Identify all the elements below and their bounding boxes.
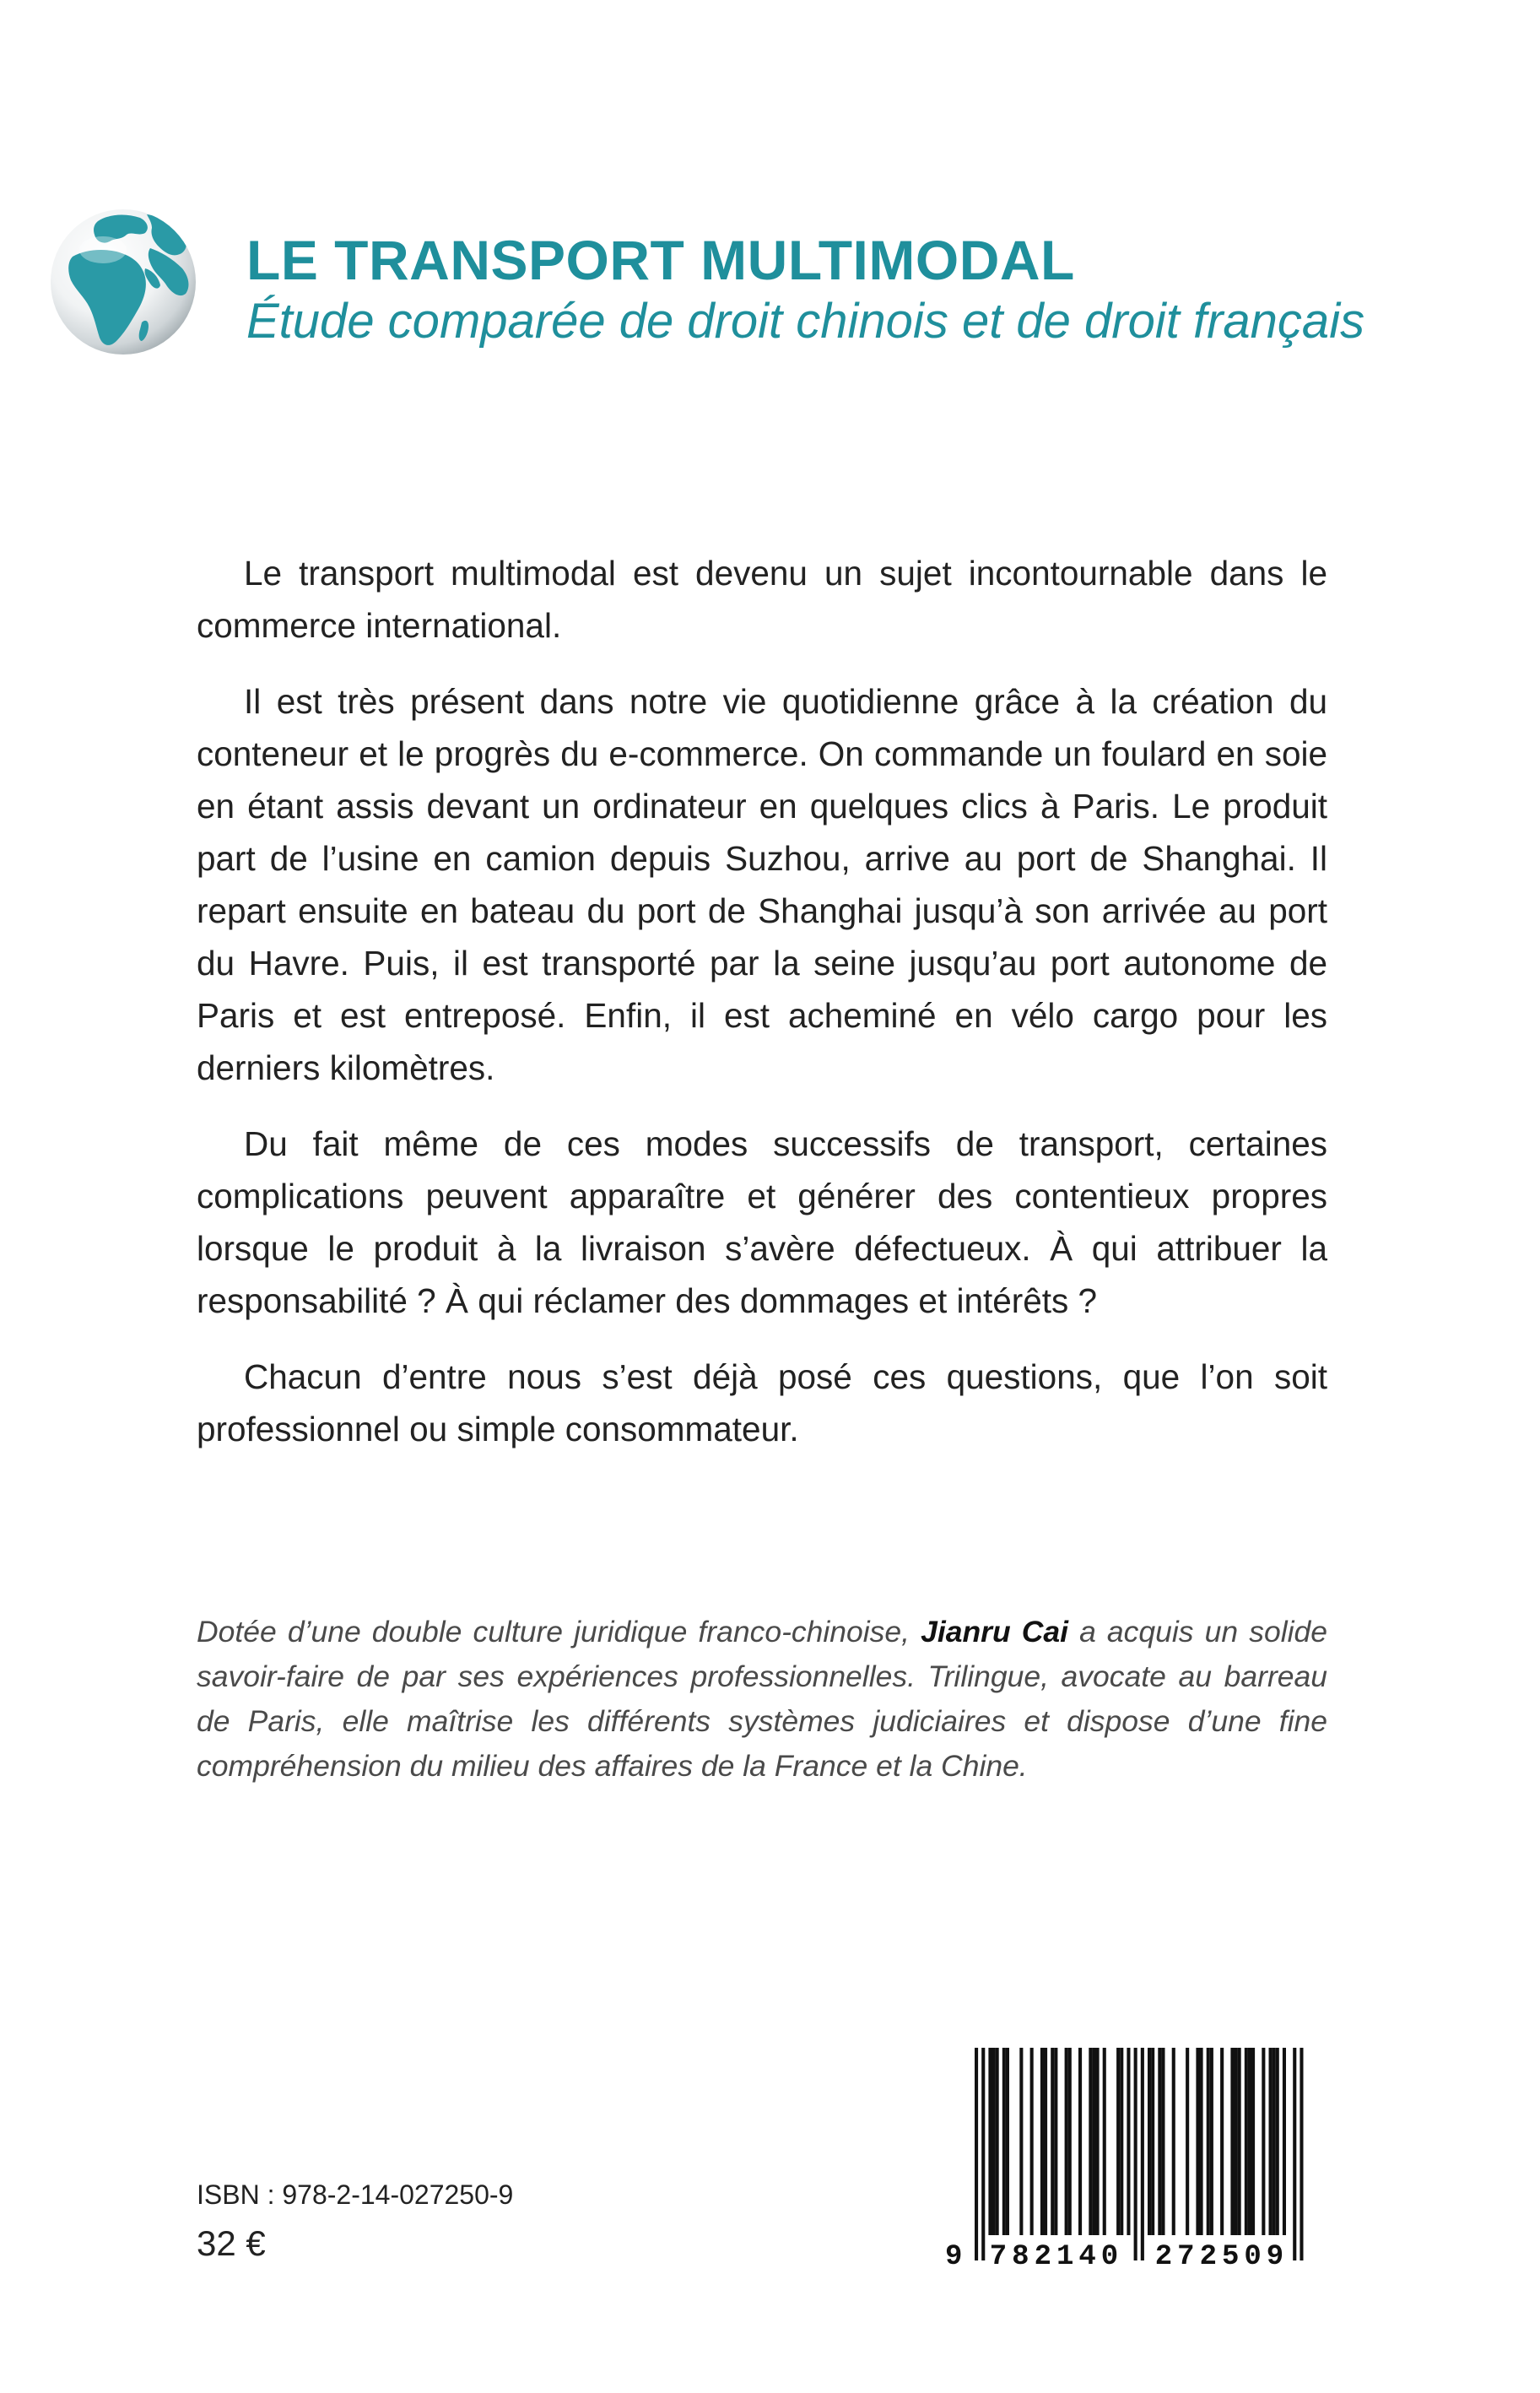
barcode-bar bbox=[1065, 2048, 1068, 2235]
barcode-left-digits: 782140 bbox=[989, 2241, 1124, 2271]
barcode-bar bbox=[992, 2048, 996, 2235]
barcode-bar bbox=[1078, 2048, 1082, 2235]
barcode-bar bbox=[1161, 2048, 1164, 2235]
header bbox=[246, 228, 1470, 351]
barcode-bar bbox=[1262, 2048, 1265, 2235]
barcode-bar bbox=[1207, 2048, 1210, 2235]
barcode-bar bbox=[1019, 2048, 1023, 2235]
barcode-bar bbox=[1151, 2048, 1154, 2235]
summary-paragraph: Il est très présent dans notre vie quotidienne grâce à la création du conteneur et le progrès du e-commerce. On commande un foulard en soie en étant assis devant un ordinateur en quelques clics à Paris. Le produit part de l’usine en camion depuis Suzhou, arrive au port de Shanghai. Il repart ensuite en bateau du port de Shanghai jusqu’à son arrivée au port du Havre. Puis, il est transporté par la seine jusqu’au port autonome de Paris et est entreposé. Enfin, il est acheminé en vélo cargo pour les derniers kilomètres. bbox=[197, 682, 1327, 1087]
barcode-bar bbox=[1103, 2048, 1106, 2235]
barcode-bar bbox=[1283, 2048, 1286, 2235]
barcode-bar bbox=[1269, 2048, 1273, 2235]
barcode-guard-bar bbox=[1300, 2048, 1303, 2260]
bio-text-before: Dotée d’une double culture juridique franco-chinoise, bbox=[197, 1615, 921, 1649]
barcode-guard-bar bbox=[981, 2048, 985, 2260]
barcode-bar bbox=[1238, 2048, 1241, 2235]
bio-text-after: a acquis un solide savoir-faire de par ses expériences professionnelles. Trilingue, avocate au barreau de Paris, elle maîtrise les différents systèmes judiciaires et dispose d’une fine compréhension du milieu des affaires de la France et la Chine. bbox=[197, 1615, 1327, 1783]
barcode-bar bbox=[1127, 2048, 1130, 2235]
barcode-bar bbox=[1006, 2048, 1009, 2235]
book-subtitle: Étude comparée de droit chinois et de droit français bbox=[246, 294, 1365, 349]
barcode-bar bbox=[1002, 2048, 1006, 2235]
barcode-bar bbox=[1196, 2048, 1199, 2235]
barcode-bar bbox=[1120, 2048, 1123, 2235]
barcode-bar bbox=[1245, 2048, 1248, 2235]
barcode-bar bbox=[988, 2048, 992, 2235]
barcode-lead-digit: 9 bbox=[945, 2241, 963, 2271]
barcode-bar bbox=[1230, 2048, 1234, 2235]
barcode-bar bbox=[1251, 2048, 1255, 2235]
barcode-bar bbox=[1210, 2048, 1213, 2235]
barcode-bar bbox=[1273, 2048, 1276, 2235]
barcode-bar bbox=[996, 2048, 999, 2235]
barcode-bar bbox=[1040, 2048, 1044, 2235]
barcode-bar bbox=[1220, 2048, 1224, 2235]
barcode-right-digits: 272509 bbox=[1154, 2241, 1289, 2271]
book-title: LE TRANSPORT MULTIMODAL bbox=[246, 229, 1075, 291]
summary-paragraph: Chacun d’entre nous s’est déjà posé ces questions, que l’on soit professionnel ou simple consommateur. bbox=[197, 1357, 1327, 1448]
isbn-label: ISBN : 978-2-14-027250-9 bbox=[197, 2179, 514, 2210]
barcode-bar bbox=[1148, 2048, 1151, 2235]
barcode-bar bbox=[1248, 2048, 1251, 2235]
barcode-bar bbox=[1030, 2048, 1034, 2235]
barcode-guard-bar bbox=[975, 2048, 978, 2260]
barcode-guard-bar bbox=[1134, 2048, 1137, 2260]
globe-icon bbox=[47, 206, 199, 358]
barcode-bar bbox=[1089, 2048, 1092, 2235]
barcode-bar bbox=[1092, 2048, 1095, 2235]
barcode-bar bbox=[1172, 2048, 1175, 2235]
price-label: 32 € bbox=[197, 2223, 266, 2263]
barcode-bar bbox=[1116, 2048, 1120, 2235]
barcode-bars bbox=[975, 2048, 1304, 2260]
barcode-bar bbox=[1186, 2048, 1189, 2235]
barcode bbox=[937, 2043, 1333, 2271]
summary-paragraph: Le transport multimodal est devenu un sujet incontournable dans le commerce international. bbox=[197, 554, 1327, 645]
author-bio bbox=[197, 1610, 1327, 1789]
barcode-bar bbox=[1068, 2048, 1072, 2235]
author-name: Jianru Cai bbox=[921, 1615, 1068, 1649]
barcode-bar bbox=[1235, 2048, 1238, 2235]
barcode-bar bbox=[1044, 2048, 1047, 2235]
barcode-guard-bar bbox=[1141, 2048, 1144, 2260]
barcode-bar bbox=[1158, 2048, 1161, 2235]
summary-paragraph: Du fait même de ces modes successifs de transport, certaines complications peuvent apparaître et générer des contentieux propres lorsque le produit à la livraison s’avère défectueux. À qui attribuer la responsabilité ? À qui réclamer des dommages et intérêts ? bbox=[197, 1124, 1327, 1320]
barcode-bar bbox=[1200, 2048, 1203, 2235]
barcode-bar bbox=[1276, 2048, 1279, 2235]
summary-text bbox=[197, 547, 1327, 1479]
barcode-bar bbox=[1096, 2048, 1100, 2235]
barcode-guard-bar bbox=[1293, 2048, 1296, 2260]
barcode-bar bbox=[1054, 2048, 1057, 2235]
barcode-bar bbox=[1051, 2048, 1054, 2235]
